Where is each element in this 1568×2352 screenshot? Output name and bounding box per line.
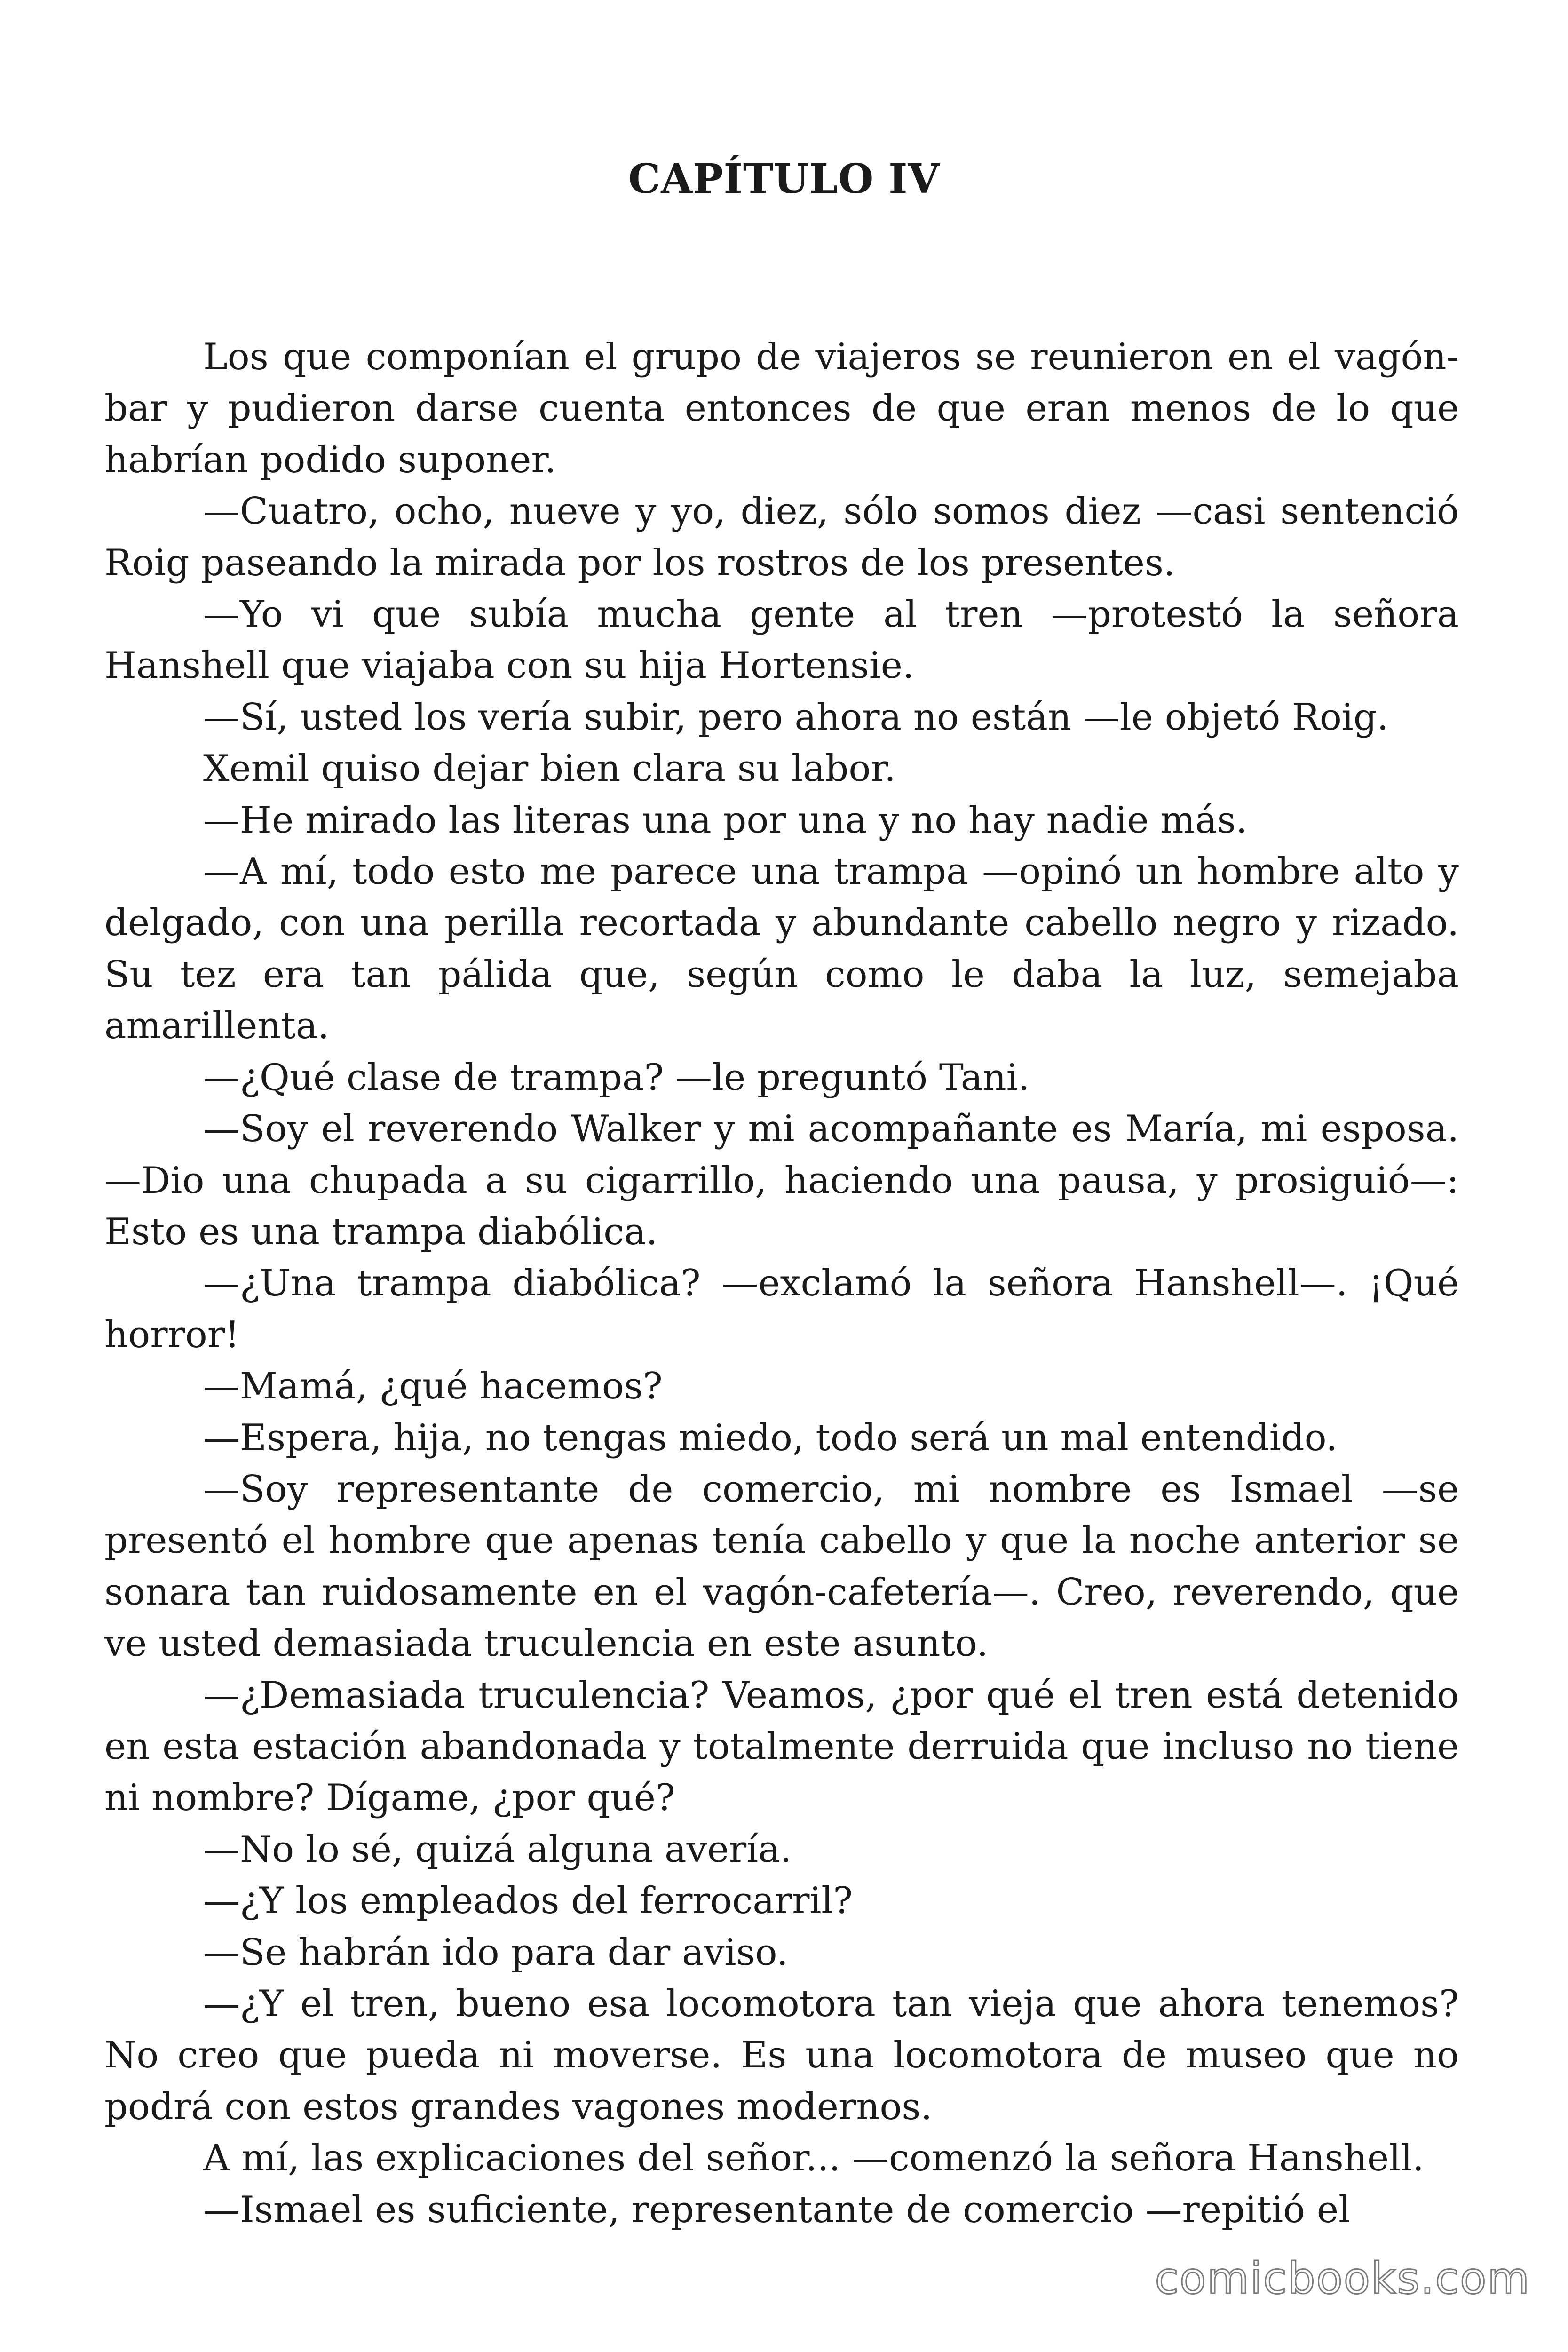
body-text (104, 332, 1459, 2236)
chapter-title: CAPÍTULO IV (628, 155, 940, 203)
paragraph: Xemil quiso dejar bien clara su labor. (203, 747, 896, 790)
paragraph: —He mirado las literas una por una y no hay nadie más. (203, 799, 1248, 842)
paragraph: —¿Y los empleados del ferrocarril? (203, 1880, 853, 1923)
paragraph: —No lo sé, quizá alguna avería. (203, 1828, 792, 1871)
paragraph: —¿Demasiada truculencia? Veamos, ¿por qué el tren está detenido en esta estación abandonada y totalmente derruida que incluso no tiene ni nombre? Dígame, ¿por qué? (104, 1674, 1459, 1820)
paragraph: —¿Y el tren, bueno esa locomotora tan vieja que ahora tenemos? No creo que pueda ni moverse. Es una locomotora de museo que no podrá con estos grandes vagones modernos. (104, 1983, 1459, 2128)
paragraph: —Se habrán ido para dar aviso. (203, 1931, 788, 1974)
watermark: comicbooks.com (1155, 2253, 1530, 2304)
paragraph: —Soy representante de comercio, mi nombre es Ismael —se presentó el hombre que apenas tenía cabello y que la noche anterior se sonara tan ruidosamente en el vagón-cafetería—. Creo, reverendo, que ve usted demasiada truculencia en este asunto. (104, 1468, 1459, 1665)
paragraph: —¿Qué clase de trampa? —le preguntó Tani. (203, 1056, 1030, 1099)
paragraph: —Mamá, ¿qué hacemos? (203, 1365, 663, 1408)
paragraph: —A mí, todo esto me parece una trampa —opinó un hombre alto y delgado, con una perilla recortada y abundante cabello negro y rizado. Su tez era tan pálida que, según como le daba la luz, semejaba amarillenta. (104, 850, 1459, 1048)
paragraph: Los que componían el grupo de viajeros se reunieron en el vagón-bar y pudieron darse cuenta entonces de que eran menos de lo que habrían podido suponer. (104, 336, 1459, 481)
paragraph: —Espera, hija, no tengas miedo, todo será un mal entendido. (203, 1416, 1338, 1459)
paragraph: A mí, las explicaciones del señor... —comenzó la señora Hanshell. (203, 2137, 1424, 2180)
paragraph: —Yo vi que subía mucha gente al tren —protestó la señora Hanshell que viajaba con su hija Hortensie. (104, 593, 1459, 687)
paragraph: —Cuatro, ocho, nueve y yo, diez, sólo somos diez —casi sentenció Roig paseando la mirada por los rostros de los presentes. (104, 490, 1459, 584)
paragraph: —Sí, usted los vería subir, pero ahora no están —le objetó Roig. (203, 696, 1389, 739)
paragraph: —Soy el reverendo Walker y mi acompañante es María, mi esposa. —Dio una chupada a su cigarrillo, haciendo una pausa, y prosiguió—: Esto es una trampa diabólica. (104, 1108, 1459, 1253)
paragraph: —¿Una trampa diabólica? —exclamó la señora Hanshell—. ¡Qué horror! (104, 1262, 1459, 1356)
paragraph: —Ismael es suficiente, representante de comercio —repitió el (203, 2188, 1351, 2231)
